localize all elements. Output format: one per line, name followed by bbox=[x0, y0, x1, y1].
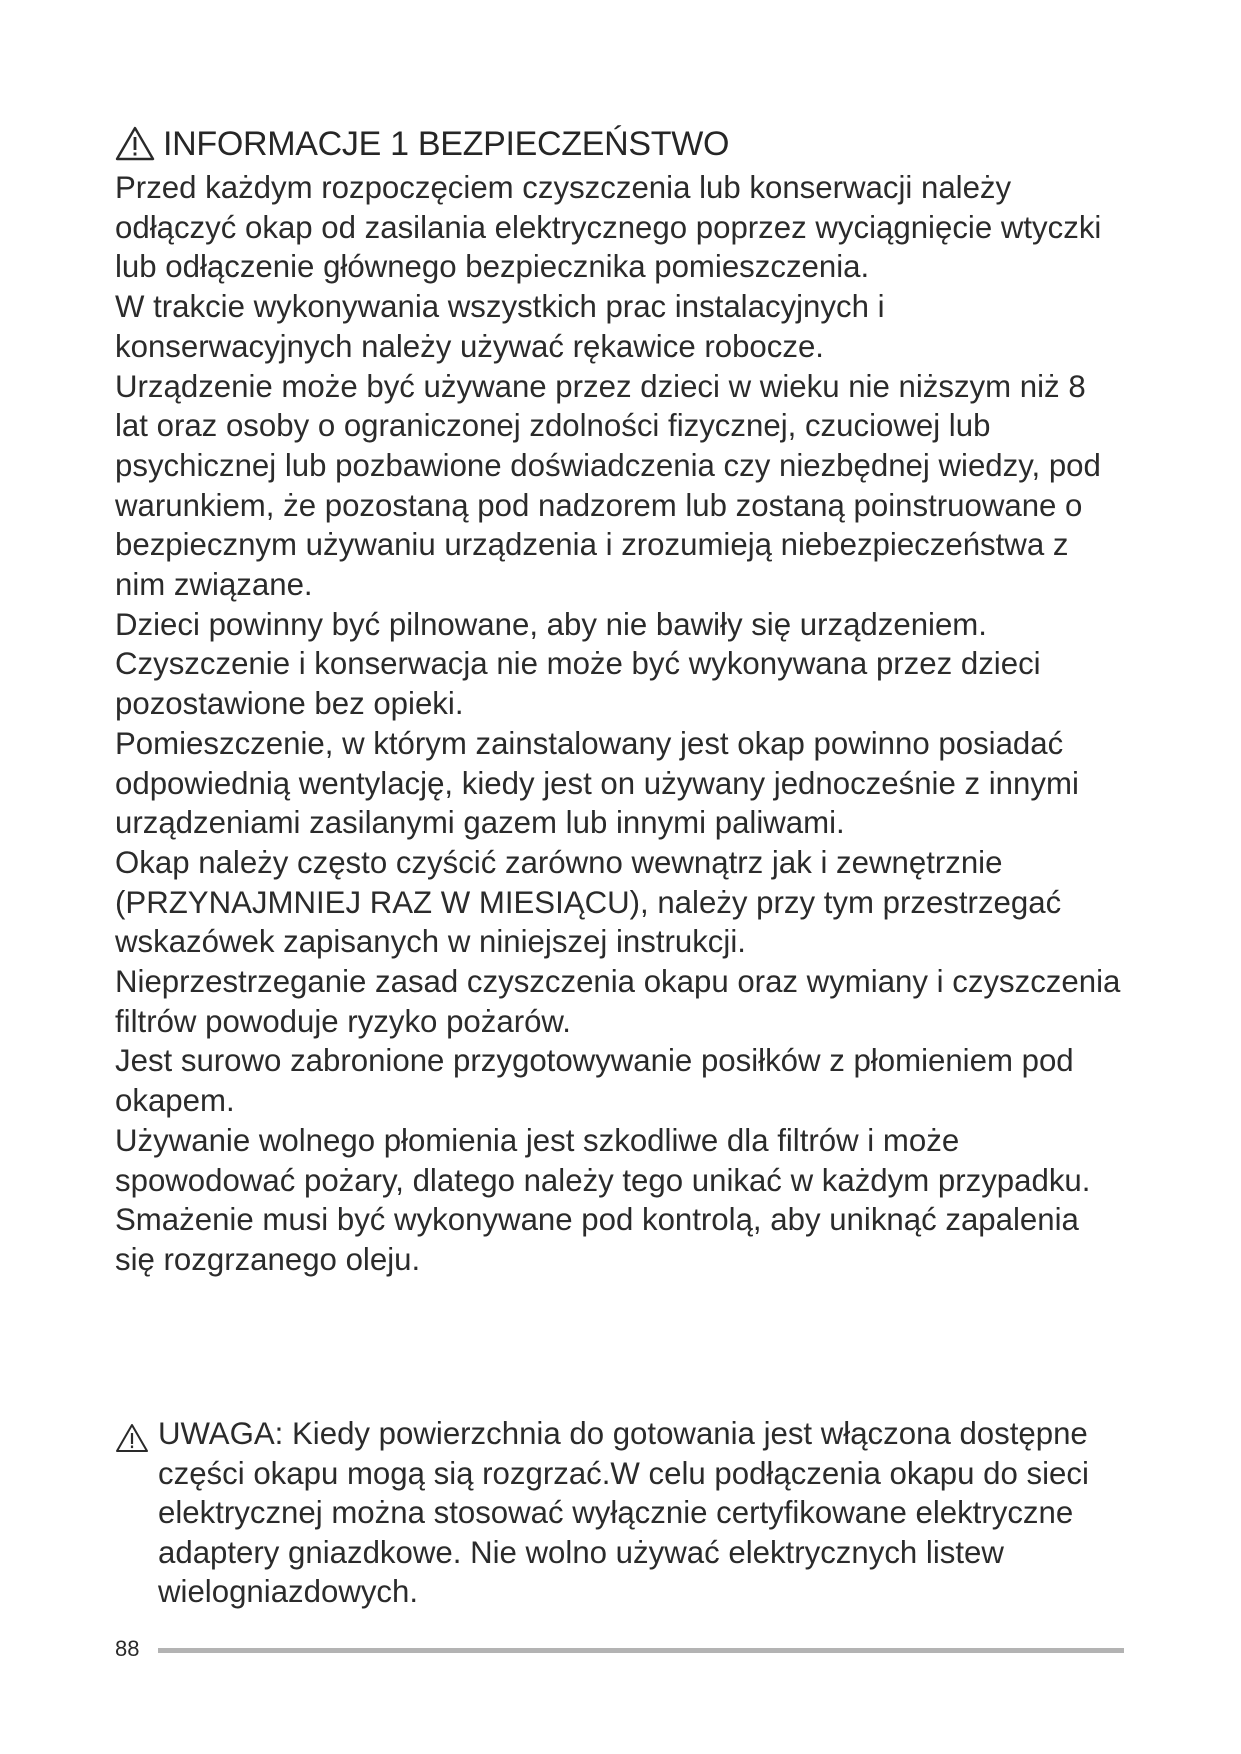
notice-text: UWAGA: Kiedy powierzchnia do gotowania jest włączona dostępne części okapu mogą sią rozgrzać.W celu podłączenia okapu do sieci elektrycznej można stosować wyłącznie certyfikowane elektryczne adaptery gniazdkowe. Nie wolno używać elektrycznych listew wielogniazdowych. bbox=[158, 1416, 1089, 1610]
paragraph-ventilation: Pomieszczenie, w którym zainstalowany jest okap powinno posiadać odpowiednią wentylację, kiedy jest on używany jednocześnie z innymi urządzeniami zasilanymi gazem lub innymi paliwami. bbox=[115, 725, 1079, 841]
page-number: 88 bbox=[115, 1636, 140, 1661]
warning-notice bbox=[115, 1414, 1125, 1612]
paragraph-children-usage: Urządzenie może być używane przez dzieci w wieku nie niższym niż 8 lat oraz osoby o ograniczonej zdolności fizycznej, czuciowej lub psychicznej lub pozbawione doświadczenia czy niezbędnej wiedzy, pod warunkiem, że pozostaną pod nadzorem lub zostaną poinstruowane o bezpiecznym używaniu urządzenia i zrozumieją niebezpieczeństwa z nim związane. bbox=[115, 368, 1101, 603]
paragraph-cleaning-frequency: Okap należy często czyścić zarówno wewnątrz jak i zewnętrznie (PRZYNAJMNIEJ RAZ W MIESIĄCU), należy przy tym przestrzegać wskazówek zapisanych w niniejszej instrukcji. bbox=[115, 844, 1062, 960]
warning-triangle-icon bbox=[115, 126, 155, 162]
paragraph-frying: Smażenie musi być wykonywane pod kontrolą, aby uniknąć zapalenia się rozgrzanego oleju. bbox=[115, 1202, 1079, 1277]
footer-divider bbox=[158, 1648, 1124, 1653]
section-title: INFORMACJE 1 BEZPIECZEŃSTWO bbox=[163, 125, 730, 163]
paragraph-gloves: W trakcie wykonywania wszystkich prac instalacyjnych i konserwacyjnych należy używać rękawice robocze. bbox=[115, 289, 885, 364]
paragraph-children-supervision: Dzieci powinny być pilnowane, aby nie bawiły się urządzeniem. bbox=[115, 606, 987, 642]
safety-text bbox=[115, 168, 1125, 1280]
paragraph-flambe-forbidden: Jest surowo zabronione przygotowywanie posiłków z płomieniem pod okapem. bbox=[115, 1043, 1074, 1119]
paragraph-fire-risk: Nieprzestrzeganie zasad czyszczenia okapu oraz wymiany i czyszczenia filtrów powoduje ryzyko pożarów. bbox=[115, 964, 1121, 1039]
paragraph-disconnect-power: Przed każdym rozpoczęciem czyszczenia lub konserwacji należy odłączyć okap od zasilania elektrycznego poprzez wyciągnięcie wtyczki lub odłączenie głównego bezpiecznika pomieszczenia. bbox=[115, 170, 1102, 285]
section-heading bbox=[115, 126, 729, 162]
paragraph-cleaning-children: Czyszczenie i konserwacja nie może być wykonywana przez dzieci pozostawione bez opieki. bbox=[115, 646, 1041, 722]
paragraph-open-flame: Używanie wolnego płomienia jest szkodliwe dla filtrów i może spowodować pożary, dlatego należy tego unikać w każdym przypadku. bbox=[115, 1122, 1091, 1198]
warning-triangle-icon bbox=[115, 1423, 149, 1454]
